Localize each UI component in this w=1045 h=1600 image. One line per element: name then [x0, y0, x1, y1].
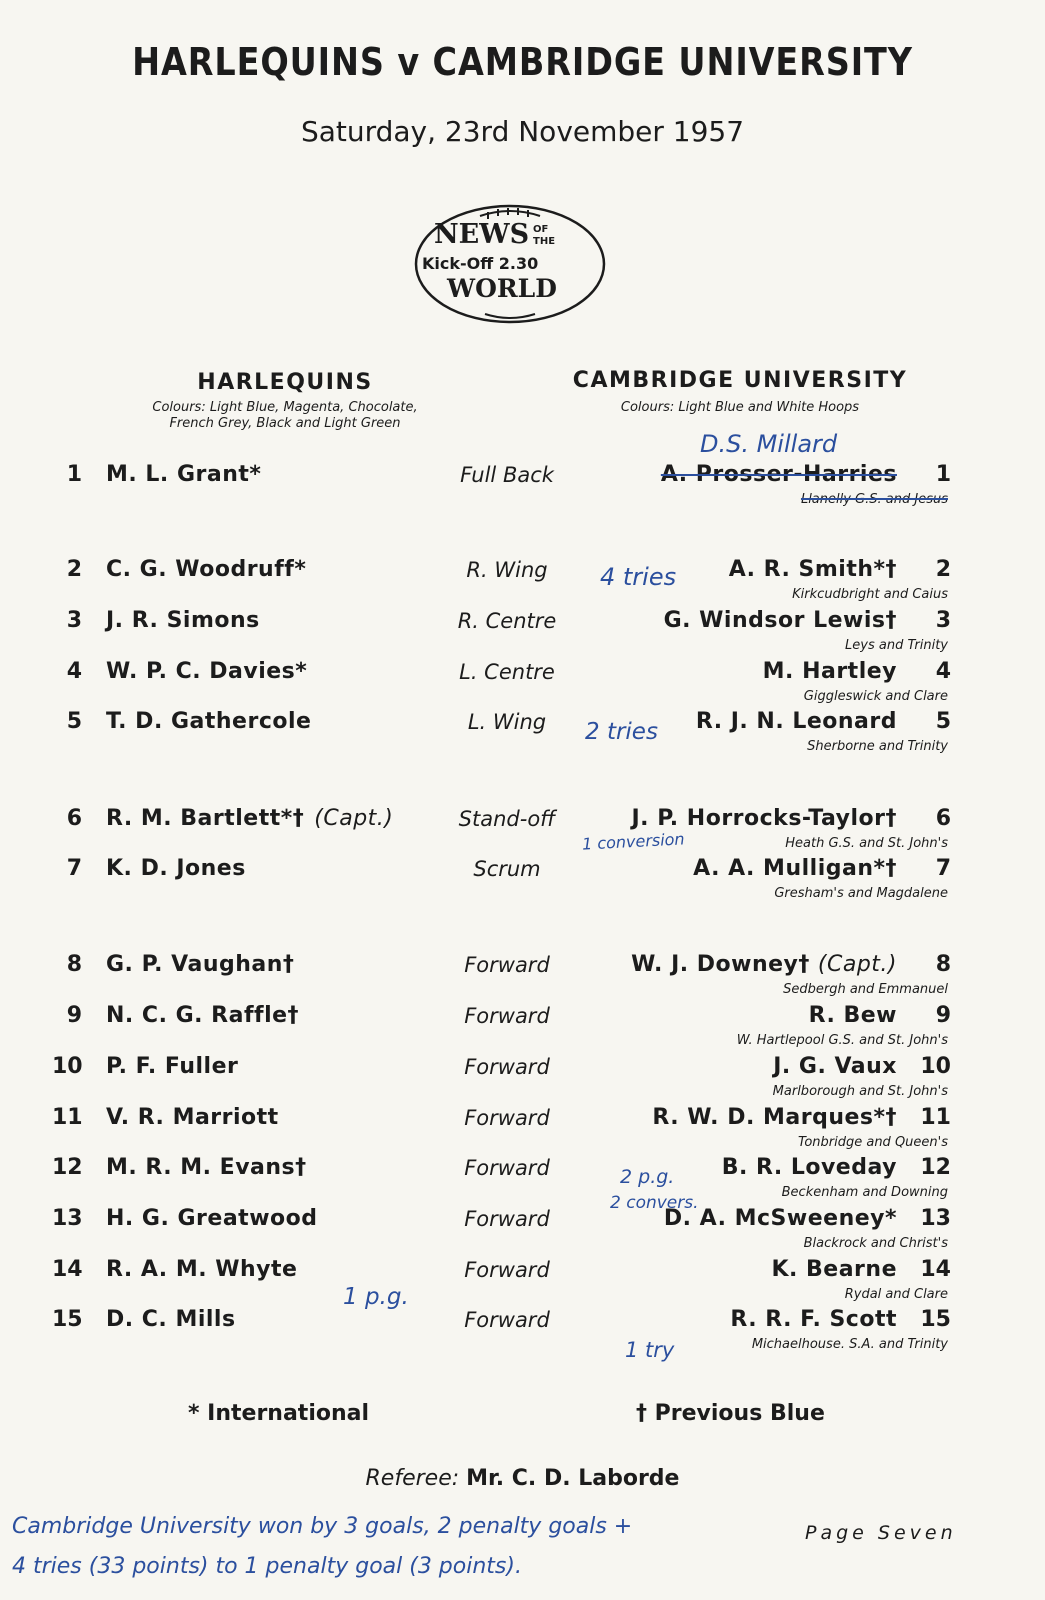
- logo-the: THE: [533, 236, 556, 247]
- away-player-name: [631, 952, 897, 977]
- logo-of: OF: [533, 224, 549, 235]
- away-player-name: K. Bearne: [771, 1257, 897, 1282]
- home-team-heading: HARLEQUINS: [197, 370, 373, 395]
- away-player-school: Sedbergh and Emmanuel: [783, 982, 948, 997]
- player-position: Forward: [464, 1308, 550, 1332]
- captain-marker: (Capt.): [314, 806, 394, 831]
- player-position: L. Wing: [467, 710, 547, 734]
- away-player-school: Giggleswick and Clare: [803, 689, 948, 704]
- home-player-number: 2: [66, 557, 82, 582]
- away-player-school: Rydal and Clare: [844, 1287, 948, 1302]
- referee-line: [0, 1466, 1045, 1491]
- away-player-number: 7: [935, 856, 951, 881]
- away-player-school: Leys and Trinity: [845, 638, 948, 653]
- away-player-name: B. R. Loveday: [721, 1155, 897, 1180]
- home-player-number: 1: [66, 462, 82, 487]
- home-colours-line2: French Grey, Black and Light Green: [169, 416, 401, 431]
- away-player-number: 4: [935, 659, 951, 684]
- home-player-number: 14: [52, 1257, 83, 1282]
- handwritten-scott-try: 1 try: [625, 1338, 675, 1362]
- handwritten-loveday-conversions: 2 convers.: [610, 1193, 699, 1213]
- handwritten-result-line2: 4 tries (33 points) to 1 penalty goal (3 points).: [12, 1554, 522, 1579]
- home-player-name: C. G. Woodruff*: [106, 557, 307, 582]
- home-player-name: T. D. Gathercole: [106, 709, 312, 734]
- news-of-the-world-logo: [410, 202, 610, 327]
- home-player-name: G. P. Vaughan†: [106, 952, 295, 977]
- away-player-name: R. Bew: [808, 1003, 897, 1028]
- captain-marker: (Capt.): [817, 952, 897, 977]
- handwritten-whyte-pg: 1 p.g.: [343, 1284, 409, 1310]
- away-team-heading: CAMBRIDGE UNIVERSITY: [572, 368, 908, 393]
- home-player-name: D. C. Mills: [106, 1307, 236, 1332]
- home-player-name: K. D. Jones: [106, 856, 246, 881]
- away-player-number: 2: [935, 557, 951, 582]
- away-player-school: Beckenham and Downing: [781, 1185, 948, 1200]
- away-player-name: M. Hartley: [762, 659, 897, 684]
- away-player-number: 5: [935, 709, 951, 734]
- home-player-name: J. R. Simons: [106, 608, 260, 633]
- home-player-name: H. G. Greatwood: [106, 1206, 318, 1231]
- away-player-school: Sherborne and Trinity: [807, 739, 948, 754]
- away-player-number: 14: [920, 1257, 951, 1282]
- referee-name: Mr. C. D. Laborde: [466, 1466, 680, 1491]
- player-position: R. Centre: [457, 609, 557, 633]
- home-player-name: [106, 806, 393, 831]
- home-player-name-text: R. M. Bartlett*†: [106, 806, 305, 831]
- away-player-school: Tonbridge and Queen's: [797, 1135, 948, 1150]
- away-player-name: G. Windsor Lewis†: [663, 608, 897, 633]
- away-player-number: 11: [920, 1105, 951, 1130]
- player-position: Forward: [464, 1055, 550, 1079]
- away-player-name: J. G. Vaux: [773, 1054, 897, 1079]
- handwritten-smith-tries: 4 tries: [600, 563, 677, 591]
- handwritten-result-line1: Cambridge University won by 3 goals, 2 penalty goals +: [12, 1514, 633, 1539]
- player-position: Scrum: [473, 857, 541, 881]
- away-player-number: 12: [920, 1155, 951, 1180]
- home-player-name: M. L. Grant*: [106, 462, 262, 487]
- page-title: HARLEQUINS v CAMBRIDGE UNIVERSITY: [132, 40, 913, 84]
- away-player-name: D. A. McSweeney*: [663, 1206, 897, 1231]
- handwritten-leonard-tries: 2 tries: [585, 719, 658, 745]
- home-player-number: 5: [66, 709, 82, 734]
- player-position: L. Centre: [459, 660, 555, 684]
- away-player-name: A. Prosser-Harries: [660, 462, 897, 487]
- home-player-name: R. A. M. Whyte: [106, 1257, 298, 1282]
- logo-news: NEWS: [434, 219, 530, 250]
- home-player-number: 6: [66, 806, 82, 831]
- page-number: Page Seven: [805, 1522, 957, 1544]
- away-player-number: 3: [935, 608, 951, 633]
- home-player-number: 3: [66, 608, 82, 633]
- logo-world: WORLD: [447, 274, 557, 303]
- away-player-school: Llanelly G.S. and Jesus: [800, 492, 948, 507]
- home-player-name: N. C. G. Raffle†: [106, 1003, 300, 1028]
- away-player-number: 15: [920, 1307, 951, 1332]
- away-player-school: Marlborough and St. John's: [772, 1084, 948, 1099]
- away-player-number: 13: [920, 1206, 951, 1231]
- away-player-school: Kirkcudbright and Caius: [792, 587, 948, 602]
- player-position: Forward: [464, 1207, 550, 1231]
- away-player-number: 9: [935, 1003, 951, 1028]
- handwritten-loveday-pg: 2 p.g.: [620, 1166, 675, 1188]
- home-player-number: 4: [66, 659, 82, 684]
- player-position: Forward: [464, 953, 550, 977]
- player-position: Stand-off: [458, 807, 556, 831]
- away-player-number: 1: [935, 462, 951, 487]
- home-colours-line1: Colours: Light Blue, Magenta, Chocolate,: [152, 400, 418, 415]
- home-player-number: 12: [52, 1155, 83, 1180]
- away-player-number: 8: [935, 952, 951, 977]
- logo-kickoff: Kick-Off 2.30: [422, 254, 539, 273]
- home-player-number: 7: [66, 856, 82, 881]
- away-player-number: 6: [935, 806, 951, 831]
- referee-label: Referee:: [365, 1466, 460, 1491]
- international-legend: * International: [188, 1401, 370, 1426]
- away-player-name: R. J. N. Leonard: [695, 709, 897, 734]
- match-date: Saturday, 23rd November 1957: [300, 115, 745, 148]
- away-player-school: Michaelhouse. S.A. and Trinity: [751, 1337, 948, 1352]
- away-player-name: J. P. Horrocks-Taylor†: [631, 806, 897, 831]
- away-colours: Colours: Light Blue and White Hoops: [620, 400, 860, 415]
- home-player-name: P. F. Fuller: [106, 1054, 239, 1079]
- away-player-school: Gresham's and Magdalene: [774, 886, 948, 901]
- away-player-school: W. Hartlepool G.S. and St. John's: [736, 1033, 948, 1048]
- home-player-number: 8: [66, 952, 82, 977]
- home-player-name: W. P. C. Davies*: [106, 659, 308, 684]
- home-colours: [110, 400, 460, 432]
- handwritten-horrocks-conversion: 1 conversion: [581, 829, 686, 854]
- player-position: Full Back: [460, 463, 554, 487]
- away-player-number: 10: [920, 1054, 951, 1079]
- home-player-number: 11: [52, 1105, 83, 1130]
- home-player-name: V. R. Marriott: [106, 1105, 279, 1130]
- away-player-name: A. A. Mulligan*†: [693, 856, 897, 881]
- player-position: Forward: [464, 1156, 550, 1180]
- handwritten-replacement: D.S. Millard: [700, 430, 838, 458]
- home-player-name: M. R. M. Evans†: [106, 1155, 307, 1180]
- player-position: Forward: [464, 1106, 550, 1130]
- away-player-name: R. R. F. Scott: [730, 1307, 897, 1332]
- away-player-school: Heath G.S. and St. John's: [785, 836, 948, 851]
- home-player-number: 13: [52, 1206, 83, 1231]
- player-position: Forward: [464, 1004, 550, 1028]
- away-player-name: R. W. D. Marques*†: [652, 1105, 897, 1130]
- home-player-number: 10: [52, 1054, 83, 1079]
- player-position: R. Wing: [466, 558, 548, 582]
- away-player-name-text: W. J. Downey†: [631, 952, 810, 977]
- home-player-number: 15: [52, 1307, 83, 1332]
- previous-blue-legend: † Previous Blue: [636, 1401, 825, 1426]
- away-player-school: Blackrock and Christ's: [803, 1236, 948, 1251]
- player-position: Forward: [464, 1258, 550, 1282]
- home-player-number: 9: [66, 1003, 82, 1028]
- away-player-name: A. R. Smith*†: [728, 557, 897, 582]
